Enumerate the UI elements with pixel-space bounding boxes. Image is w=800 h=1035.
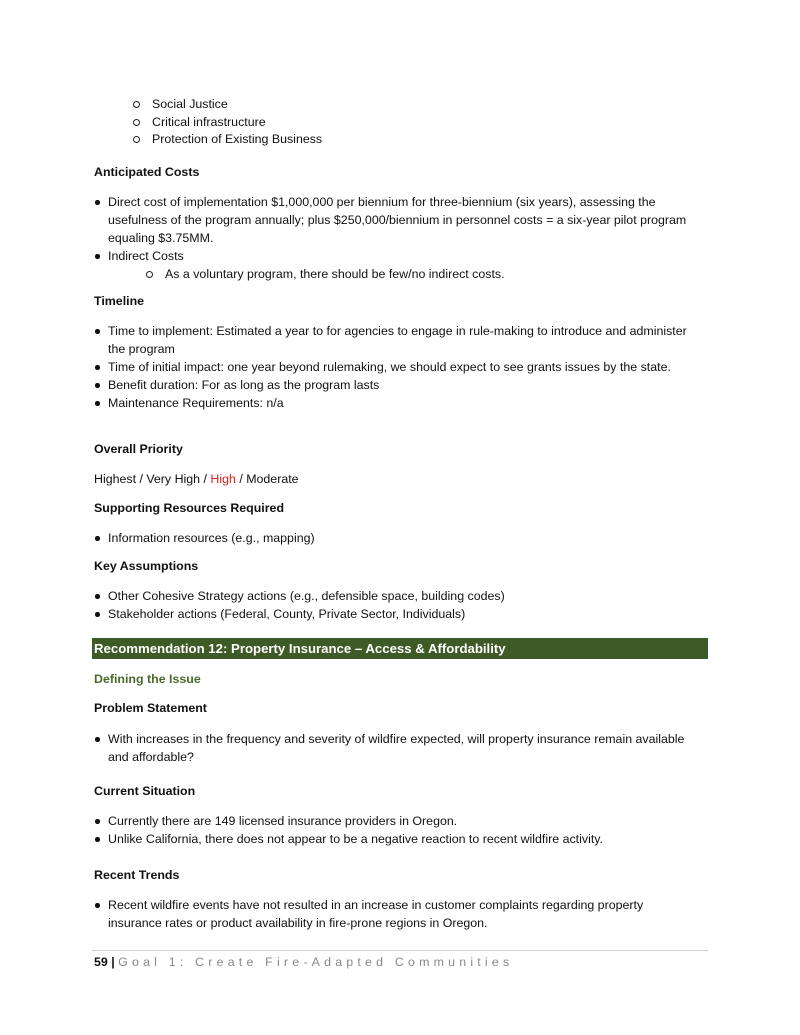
priority-prefix: Highest / Very High / bbox=[94, 472, 211, 486]
recent-trends-list bbox=[95, 896, 700, 932]
priority-suffix: / Moderate bbox=[235, 472, 299, 486]
list-item: Unlike California, there does not appear to be a negative reaction to recent wildfire activity. bbox=[95, 830, 700, 848]
page-number: 59 bbox=[94, 955, 108, 969]
list-item: Recent wildfire events have not resulted in an increase in customer complaints regarding property insurance rates or product availability in fire-prone regions in Oregon. bbox=[95, 896, 700, 932]
footer-goal-title: Goal 1: Create Fire-Adapted Communities bbox=[118, 955, 514, 969]
priority-selected: High bbox=[210, 472, 236, 486]
list-item: Other Cohesive Strategy actions (e.g., defensible space, building codes) bbox=[95, 587, 700, 605]
current-situation-list bbox=[95, 812, 700, 848]
list-item: Currently there are 149 licensed insurance providers in Oregon. bbox=[95, 812, 700, 830]
footer-divider bbox=[92, 950, 708, 951]
recommendation-banner: Recommendation 12: Property Insurance – Access & Affordability bbox=[92, 638, 708, 659]
timeline-list bbox=[95, 322, 700, 412]
recent-trends-heading: Recent Trends bbox=[94, 868, 180, 882]
problem-statement-heading: Problem Statement bbox=[94, 701, 207, 715]
list-item: Benefit duration: For as long as the program lasts bbox=[95, 376, 700, 394]
list-item: As a voluntary program, there should be few/no indirect costs. bbox=[146, 265, 700, 283]
list-item bbox=[95, 247, 700, 283]
defining-issue-heading: Defining the Issue bbox=[94, 672, 201, 686]
list-item: Information resources (e.g., mapping) bbox=[95, 529, 700, 547]
footer-separator: | bbox=[107, 955, 119, 969]
list-item: Stakeholder actions (Federal, County, Private Sector, Individuals) bbox=[95, 605, 700, 623]
timeline-heading: Timeline bbox=[94, 294, 145, 308]
problem-statement-list bbox=[95, 730, 700, 766]
list-item: Direct cost of implementation $1,000,000 per biennium for three-biennium (six years), assessing the usefulness of the program annually; plus $250,000/biennium in personnel costs = a six-year pilot program equaling $3.75MM. bbox=[95, 193, 700, 247]
overall-priority-heading: Overall Priority bbox=[94, 442, 183, 456]
key-assumptions-heading: Key Assumptions bbox=[94, 559, 199, 573]
current-situation-heading: Current Situation bbox=[94, 784, 196, 798]
top-sublist bbox=[133, 95, 322, 148]
key-assumptions-list bbox=[95, 587, 700, 623]
list-item: Time of initial impact: one year beyond rulemaking, we should expect to see grants issues by the state. bbox=[95, 358, 700, 376]
anticipated-costs-heading: Anticipated Costs bbox=[94, 165, 200, 179]
page-footer bbox=[94, 953, 513, 971]
priority-scale bbox=[94, 470, 299, 488]
supporting-resources-heading: Supporting Resources Required bbox=[94, 501, 285, 515]
list-item: Maintenance Requirements: n/a bbox=[95, 394, 700, 412]
list-item: Critical infrastructure bbox=[133, 113, 322, 131]
list-item: Protection of Existing Business bbox=[133, 130, 322, 148]
anticipated-costs-list bbox=[95, 193, 700, 283]
list-item: With increases in the frequency and severity of wildfire expected, will property insurance remain available and affordable? bbox=[95, 730, 700, 766]
list-item-text: Indirect Costs bbox=[108, 249, 184, 263]
indirect-costs-sublist bbox=[146, 265, 700, 283]
supporting-resources-list bbox=[95, 529, 700, 547]
list-item: Social Justice bbox=[133, 95, 322, 113]
list-item: Time to implement: Estimated a year to for agencies to engage in rule-making to introduce and administer the program bbox=[95, 322, 700, 358]
